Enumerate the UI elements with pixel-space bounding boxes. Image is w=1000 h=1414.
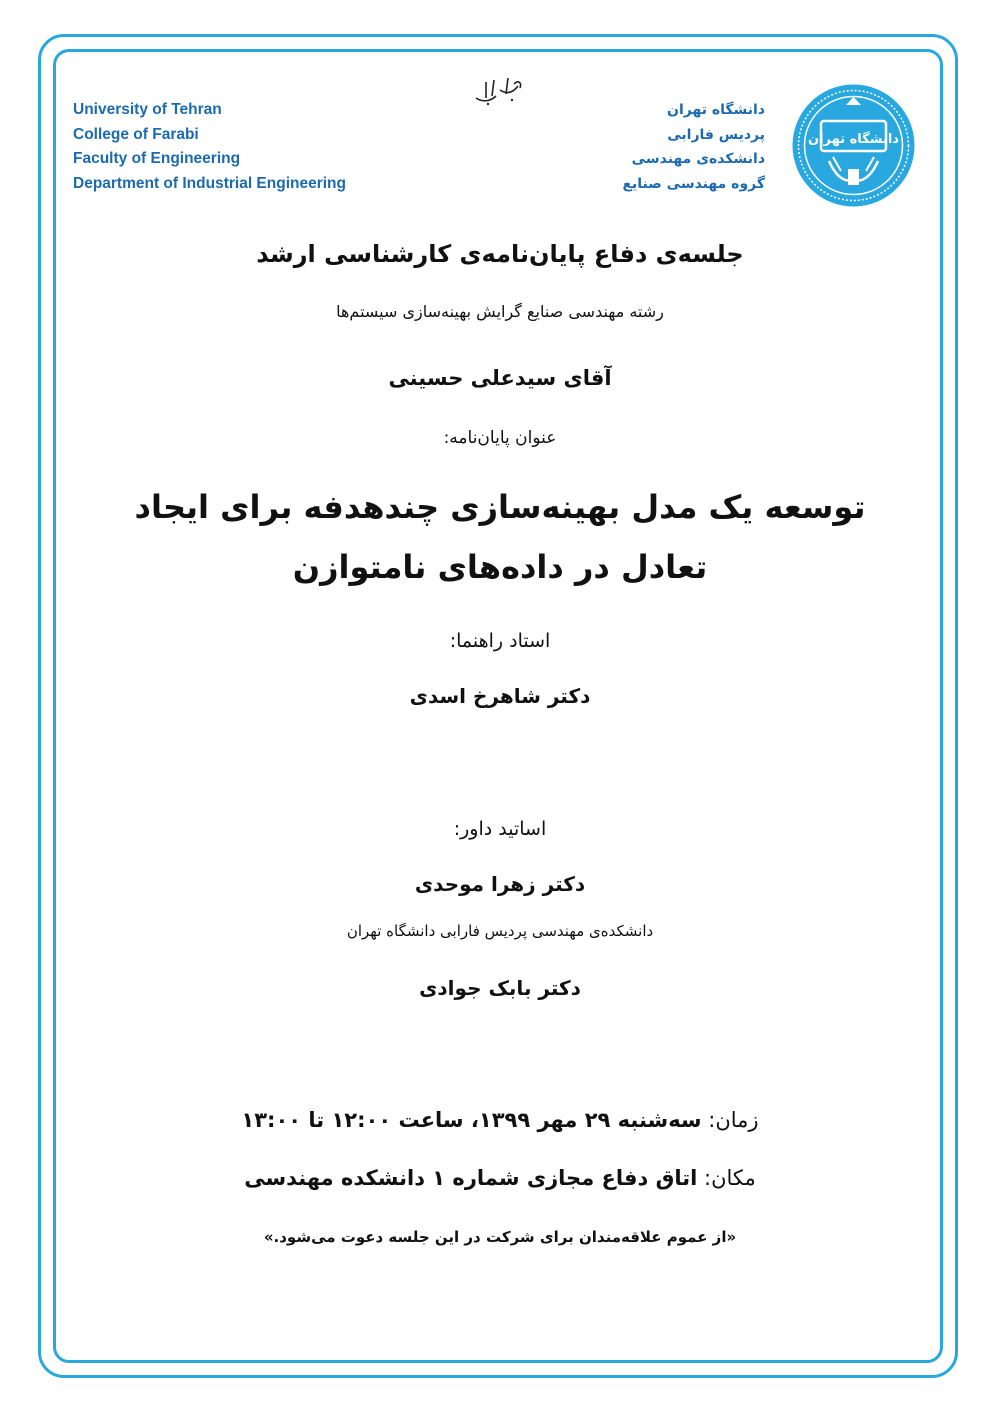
- examiner-2-name: دکتر بابک جوادی: [419, 976, 581, 1000]
- invitation-note: «از عموم علاقه‌مندان برای شرکت در این جلسه دعوت می‌شود.»: [263, 1228, 737, 1246]
- thesis-title-line-1: توسعه یک مدل بهینه‌سازی چندهدفه برای ایجاد: [134, 488, 866, 526]
- svg-text:دانشگاه تهران: دانشگاه تهران: [808, 132, 899, 147]
- supervisor-name: دکتر شاهرخ اسدی: [409, 684, 591, 708]
- examiner-1-affiliation: دانشکده‌ی مهندسی پردیس فارابی دانشگاه تهران: [346, 922, 654, 940]
- examiner-1-name: دکتر زهرا موحدی: [414, 872, 586, 896]
- place-value: اتاق دفاع مجازی شماره ۱ دانشکده مهندسی: [244, 1166, 698, 1190]
- session-title: جلسه‌ی دفاع پایان‌نامه‌ی کارشناسی ارشد: [256, 240, 744, 268]
- english-header: [73, 98, 413, 196]
- english-line-department: Department of Industrial Engineering: [73, 174, 346, 192]
- field-of-study: رشته مهندسی صنایع گرایش بهینه‌سازی سیستم‌ها: [336, 302, 664, 321]
- persian-line-faculty: دانشکده‌ی مهندسی: [631, 151, 765, 167]
- english-line-college: College of Farabi: [73, 125, 199, 143]
- english-line-university: University of Tehran: [73, 101, 222, 118]
- time-label: زمان:: [708, 1108, 759, 1132]
- time-value: سه‌شنبه ۲۹ مهر ۱۳۹۹، ساعت ۱۲:۰۰ تا ۱۳:۰۰: [241, 1108, 702, 1132]
- persian-line-college: پردیس فارابی: [667, 126, 765, 143]
- supervisor-label: استاد راهنما:: [449, 630, 551, 652]
- persian-header: [545, 98, 765, 196]
- university-logo-icon: [791, 83, 916, 208]
- student-name: آقای سیدعلی حسینی: [388, 366, 612, 390]
- time-row: [100, 1108, 900, 1132]
- persian-line-department: گروه مهندسی صنایع: [622, 175, 765, 192]
- place-row: [100, 1166, 900, 1190]
- place-label: مکان:: [704, 1166, 756, 1190]
- bismillah-calligraphy: [468, 72, 528, 112]
- examiners-label: اساتید داور:: [453, 818, 547, 840]
- thesis-label: عنوان پایان‌نامه:: [443, 428, 557, 448]
- persian-line-university: دانشگاه تهران: [667, 102, 765, 118]
- english-line-faculty: Faculty of Engineering: [73, 150, 241, 167]
- thesis-title-line-2: تعادل در داده‌های نامتوازن: [292, 548, 708, 586]
